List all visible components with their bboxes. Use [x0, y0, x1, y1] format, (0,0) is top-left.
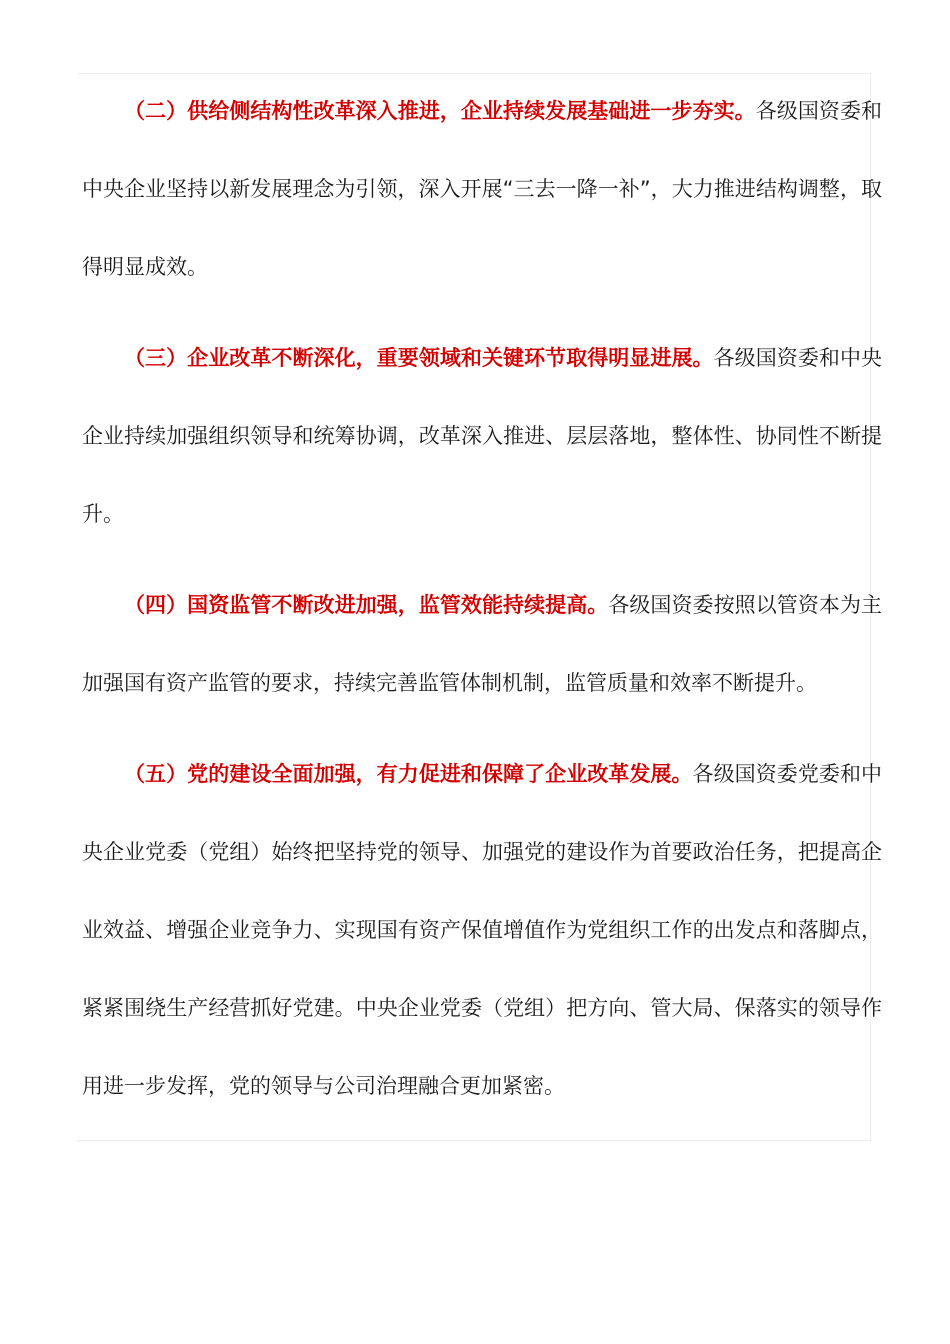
paragraph-2-heading: （二）供给侧结构性改革深入推进，企业持续发展基础进一步夯实。 — [124, 99, 756, 123]
paragraph-4-heading: （四）国资监管不断改进加强，监管效能持续提高。 — [124, 593, 609, 617]
paragraph-3 — [82, 319, 882, 553]
paragraph-4 — [82, 566, 882, 722]
paragraph-5-text: 各级国资委党委和中央企业党委（党组）始终把坚持党的领导、加强党的建设作为首要政治任务，把提高企业效益、增强企业竞争力、实现国有资产保值增值作为党组织工作的出发点和落脚点，紧紧围绕生产经营抓好党建。中央企业党委（党组）把方向、管大局、保落实的领导作用进一步发挥，党的领导与公司治理融合更加紧密。 — [82, 762, 883, 1098]
paragraph-3-text: 各级国资委和中央企业持续加强组织领导和统筹协调，改革深入推进、层层落地，整体性、协同性不断提升。 — [82, 346, 883, 526]
paragraph-2-text: 各级国资委和中央企业坚持以新发展理念为引领，深入开展“三去一降一补”，大力推进结构调整，取得明显成效。 — [82, 99, 883, 279]
paragraph-4-text: 各级国资委按照以管资本为主加强国有资产监管的要求，持续完善监管体制机制，监管质量和效率不断提升。 — [82, 593, 882, 695]
paragraph-2 — [82, 72, 882, 306]
paragraph-3-heading: （三）企业改革不断深化，重要领域和关键环节取得明显进展。 — [124, 346, 714, 370]
paragraph-5-heading: （五）党的建设全面加强，有力促进和保障了企业改革发展。 — [124, 762, 693, 786]
paragraph-5 — [82, 735, 882, 1125]
document-body — [82, 72, 882, 1138]
